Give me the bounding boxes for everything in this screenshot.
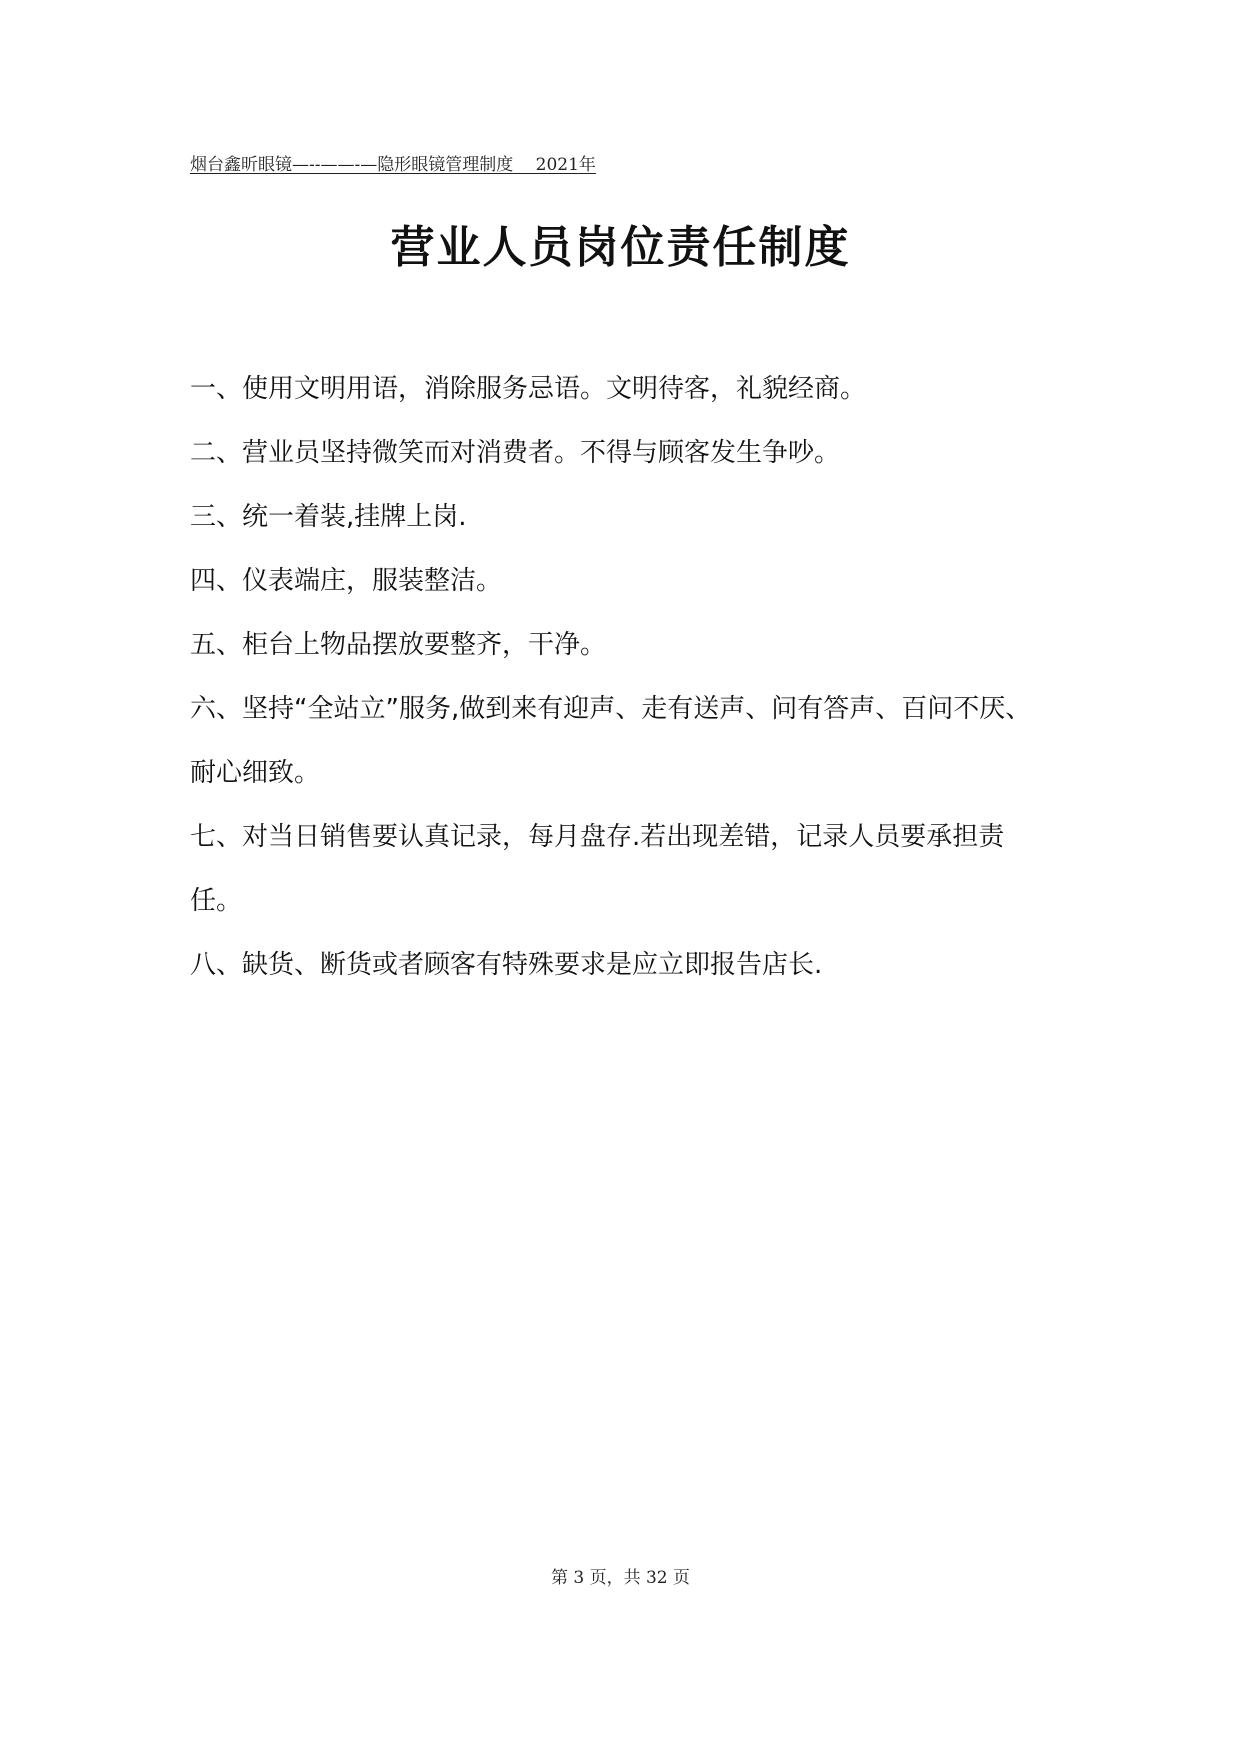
rule-item-1: 一、使用文明用语，消除服务忌语。文明待客，礼貌经商。 xyxy=(190,374,867,404)
page-footer: 第 3 页，共 32 页 xyxy=(550,1568,691,1588)
page-header: 烟台鑫昕眼镜—--——-—隐形眼镜管理制度 2021年 xyxy=(190,155,596,175)
rule-item-4: 四、仪表端庄，服装整洁。 xyxy=(190,566,503,596)
rule-item-8: 八、缺货、断货或者顾客有特殊要求是应立即报告店长. xyxy=(190,950,823,980)
document-title: 营业人员岗位责任制度 xyxy=(390,222,851,273)
rule-item-7: 七、对当日销售要认真记录，每月盘存.若出现差错，记录人员要承担责任。 xyxy=(190,822,1005,916)
rule-item-5: 五、柜台上物品摆放要整齐，干净。 xyxy=(190,630,607,660)
rule-item-2: 二、营业员坚持微笑而对消费者。不得与顾客发生争吵。 xyxy=(190,438,841,468)
rule-item-3: 三、统一着装,挂牌上岗. xyxy=(190,502,467,532)
rule-item-6: 六、坚持“全站立”服务,做到来有迎声、走有送声、问有答声、百问不厌、耐心细致。 xyxy=(190,694,1032,788)
rules-list xyxy=(190,357,1050,997)
